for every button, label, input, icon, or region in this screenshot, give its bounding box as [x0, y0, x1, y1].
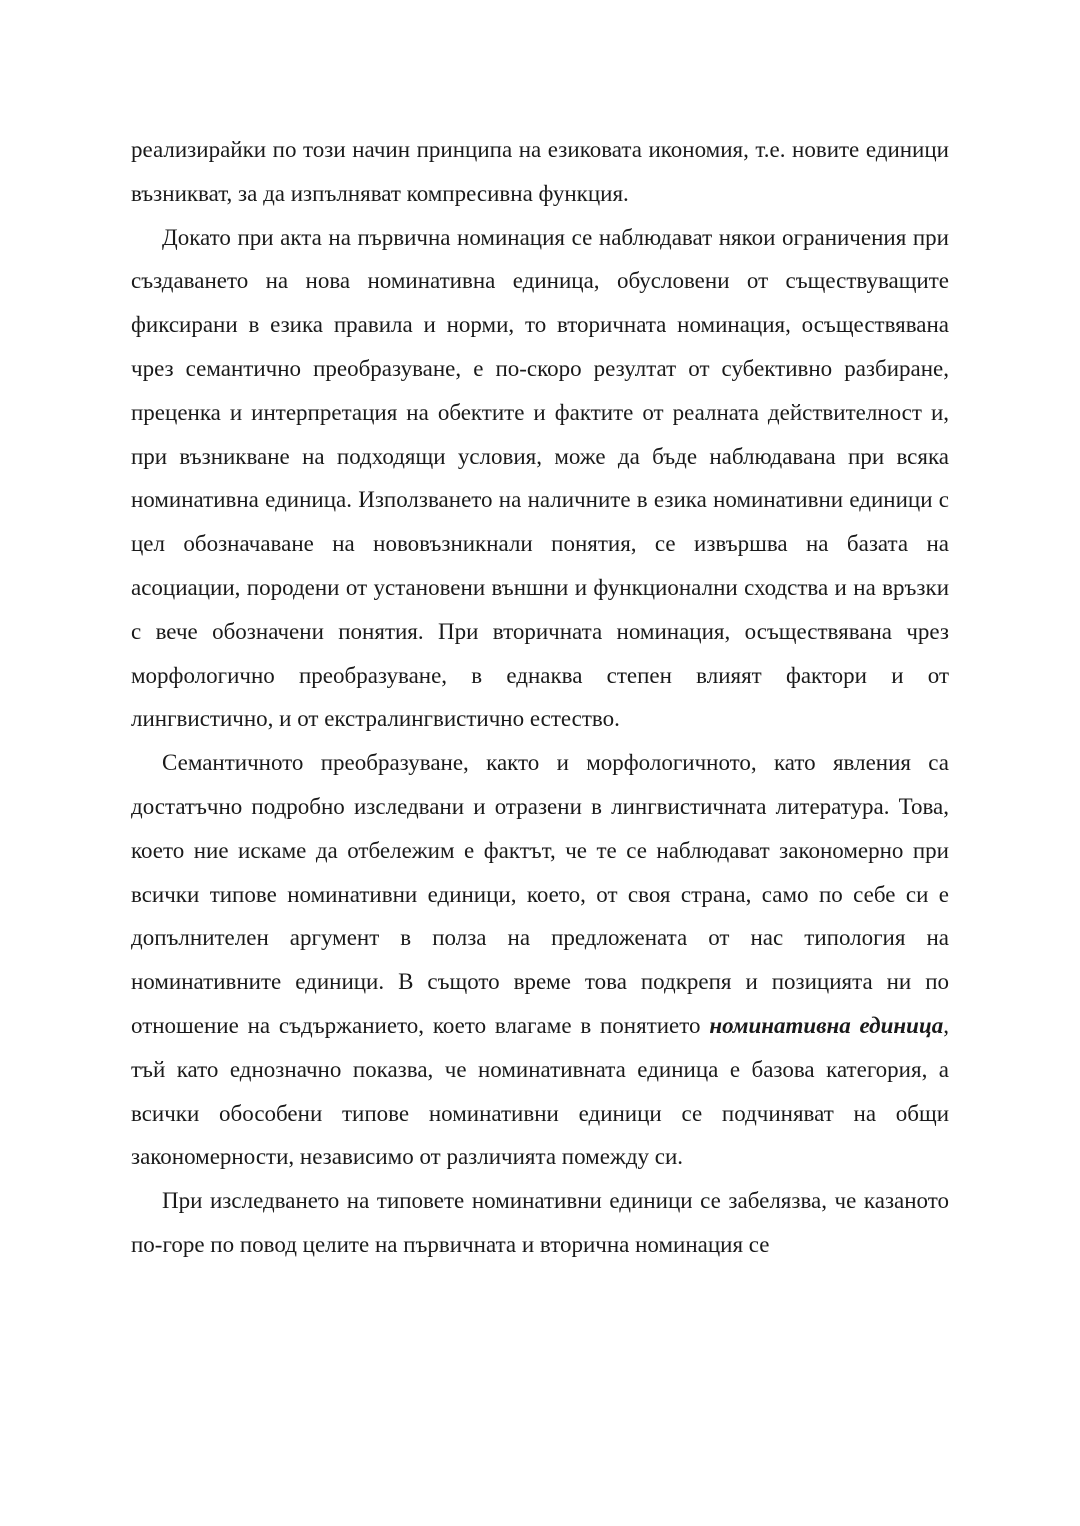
paragraph-text-before: Семантичното преобразуване, както и морфологичното, като явления са достатъчно подробно изследвани и отразени в лингвистичната литература. Това, което ние искаме да отбележим е фактът, че те се наблюдават закономерно при всички типове номинативни единици, което, от своя страна, само по себе си е допълнителен аргумент в полза на предложената от нас типология на номинативните единици. В същото време това подкрепя и позицията ни по отношение на съдържанието, което влагаме в понятието: [131, 750, 949, 1038]
document-page: [131, 128, 949, 1267]
paragraph-types-research: При изследването на типовете номинативни единици се забелязва, че казаното по-горе по повод целите на първичната и вторична номинация се: [131, 1188, 949, 1257]
paragraph-text-after: , тъй като еднозначно показва, че номинативната единица е базова категория, а всички обособени типове номинативни единици се подчиняват на общи закономерности, независимо от различията помежду си.: [131, 1012, 949, 1170]
emphasized-term: номинативна единица: [709, 1012, 944, 1038]
paragraph-secondary-nomination: Докато при акта на първична номинация се наблюдават някои ограничения при създаването на нова номинативна единица, обусловени от съществуващите фиксирани в езика правила и норми, то вторичната номинация, осъществявана чрез семантично преобразуване, е по-скоро резултат от субективно разбиране, преценка и интерпретация на обектите и фактите от реалната действителност и, при възникване на подходящи условия, може да бъде наблюдавана при всяка номинативна единица. Използването на наличните в езика номинативни единици с цел обозначаване на нововъзникнали понятия, се извършва на базата на асоциации, породени от установени външни и функционални сходства и на връзки с вече обозначени понятия. При вторичната номинация, осъществявана чрез морфологично преобразуване, в еднаква степен влияят фактори и от лингвистично, и от екстралингвистично естество.: [131, 224, 949, 732]
paragraph-continuation: реализирайки по този начин принципа на езиковата икономия, т.е. новите единици възникват, за да изпълняват компресивна функция.: [131, 137, 949, 206]
paragraph-semantic-transformation: [131, 741, 949, 1179]
